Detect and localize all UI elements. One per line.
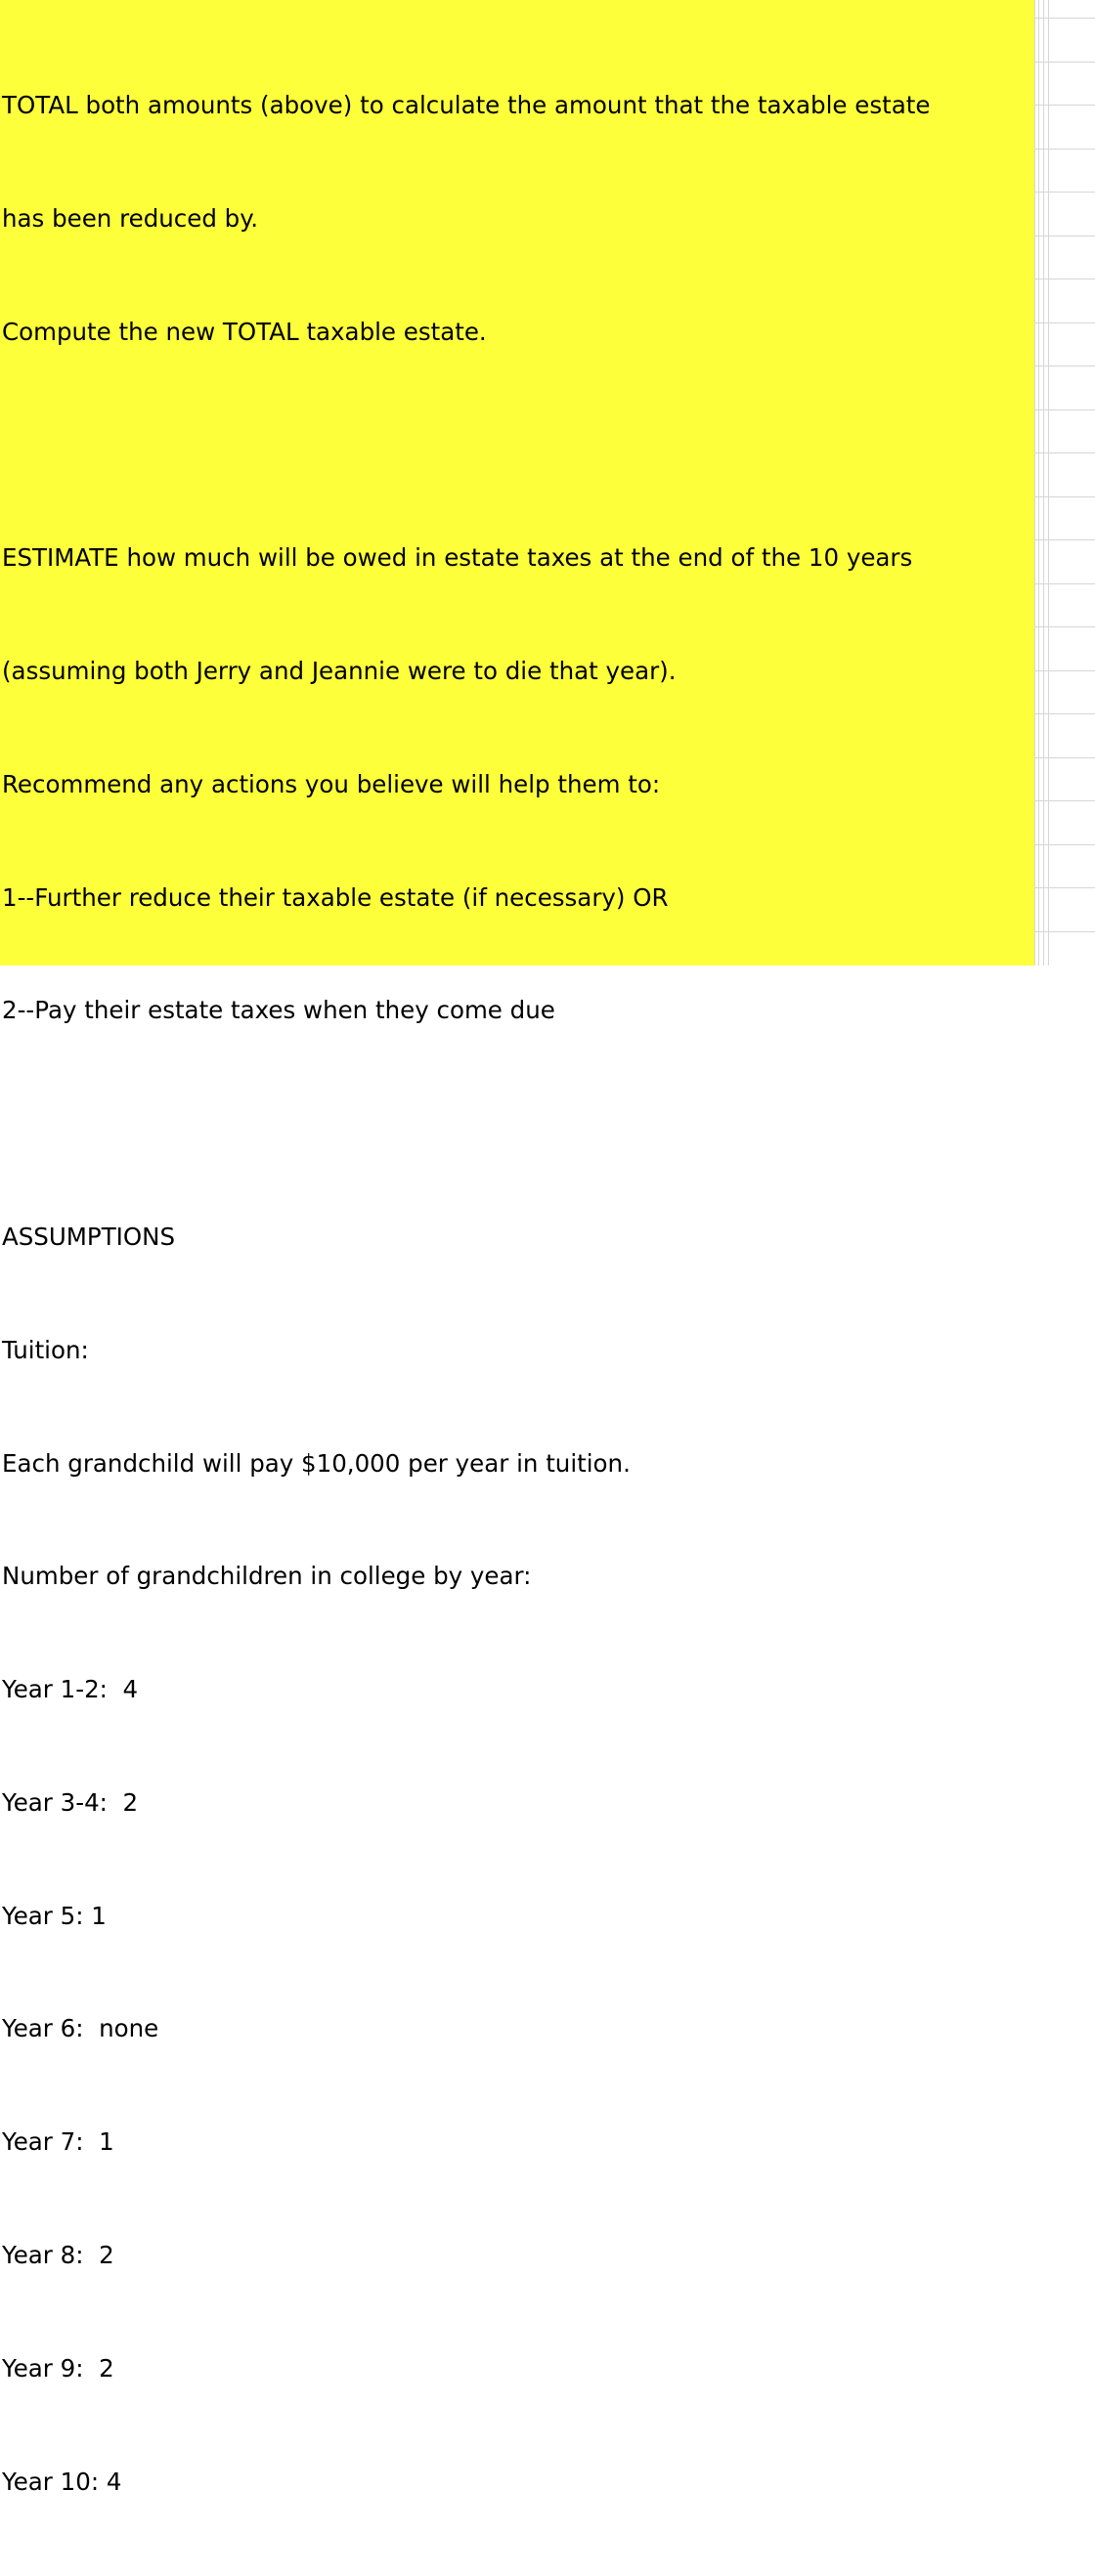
cell-text-block [2, 12, 930, 2576]
text-line: TOTAL both amounts (above) to calculate the amount that the taxable estate [2, 91, 931, 120]
column-gridline [1038, 0, 1039, 966]
text-line: Compute the new TOTAL taxable estate. [2, 317, 487, 346]
row-gridline [1034, 713, 1095, 714]
row-gridline [1034, 931, 1095, 932]
row-gridline [1034, 887, 1095, 888]
text-line: Year 7: 1 [2, 2127, 114, 2157]
row-gridline [1034, 670, 1095, 671]
column-gridline [1048, 0, 1049, 966]
row-gridline [1034, 496, 1095, 497]
row-gridline [1034, 322, 1095, 323]
text-line: Recommend any actions you believe will help them to: [2, 769, 661, 798]
row-gridline [1034, 583, 1095, 584]
row-gridline [1034, 757, 1095, 758]
row-gridline [1034, 149, 1095, 150]
text-line: Year 10: 4 [2, 2467, 122, 2496]
text-line: has been reduced by. [2, 203, 259, 233]
text-line: 1--Further reduce their taxable estate (if necessary) OR [2, 882, 669, 912]
text-line: Year 1-2: 4 [2, 1675, 139, 1704]
blank-line [2, 1105, 930, 1143]
row-gridline [1034, 626, 1095, 627]
text-line: Year 8: 2 [2, 2241, 114, 2270]
text-line: ESTIMATE how much will be owed in estate taxes at the end of the 10 years [2, 543, 913, 573]
row-gridline [1034, 192, 1095, 193]
text-line: Year 6: none [2, 2014, 159, 2043]
text-line: 2--Pay their estate taxes when they come due [2, 996, 555, 1025]
row-gridline [1034, 62, 1095, 63]
text-line: Tuition: [2, 1335, 89, 1364]
text-line: Year 3-4: 2 [2, 1787, 139, 1817]
text-line: Year 9: 2 [2, 2353, 114, 2383]
text-line: Year 5: 1 [2, 1901, 107, 1930]
column-gridline [1034, 0, 1035, 966]
row-gridline [1034, 844, 1095, 845]
row-gridline [1034, 409, 1095, 410]
column-gridline [1043, 0, 1044, 966]
row-gridline [1034, 18, 1095, 19]
row-gridline [1034, 452, 1095, 453]
text-line: (assuming both Jerry and Jeannie were to die that year). [2, 657, 677, 686]
text-line: Number of grandchildren in college by year: [2, 1562, 532, 1591]
text-line: Each grandchild will pay $10,000 per year in tuition. [2, 1448, 631, 1478]
row-gridline [1034, 800, 1095, 801]
row-gridline [1034, 105, 1095, 106]
row-gridline [1034, 365, 1095, 366]
row-gridline [1034, 539, 1095, 540]
text-line: ASSUMPTIONS [2, 1223, 176, 1251]
blank-line [2, 427, 930, 465]
